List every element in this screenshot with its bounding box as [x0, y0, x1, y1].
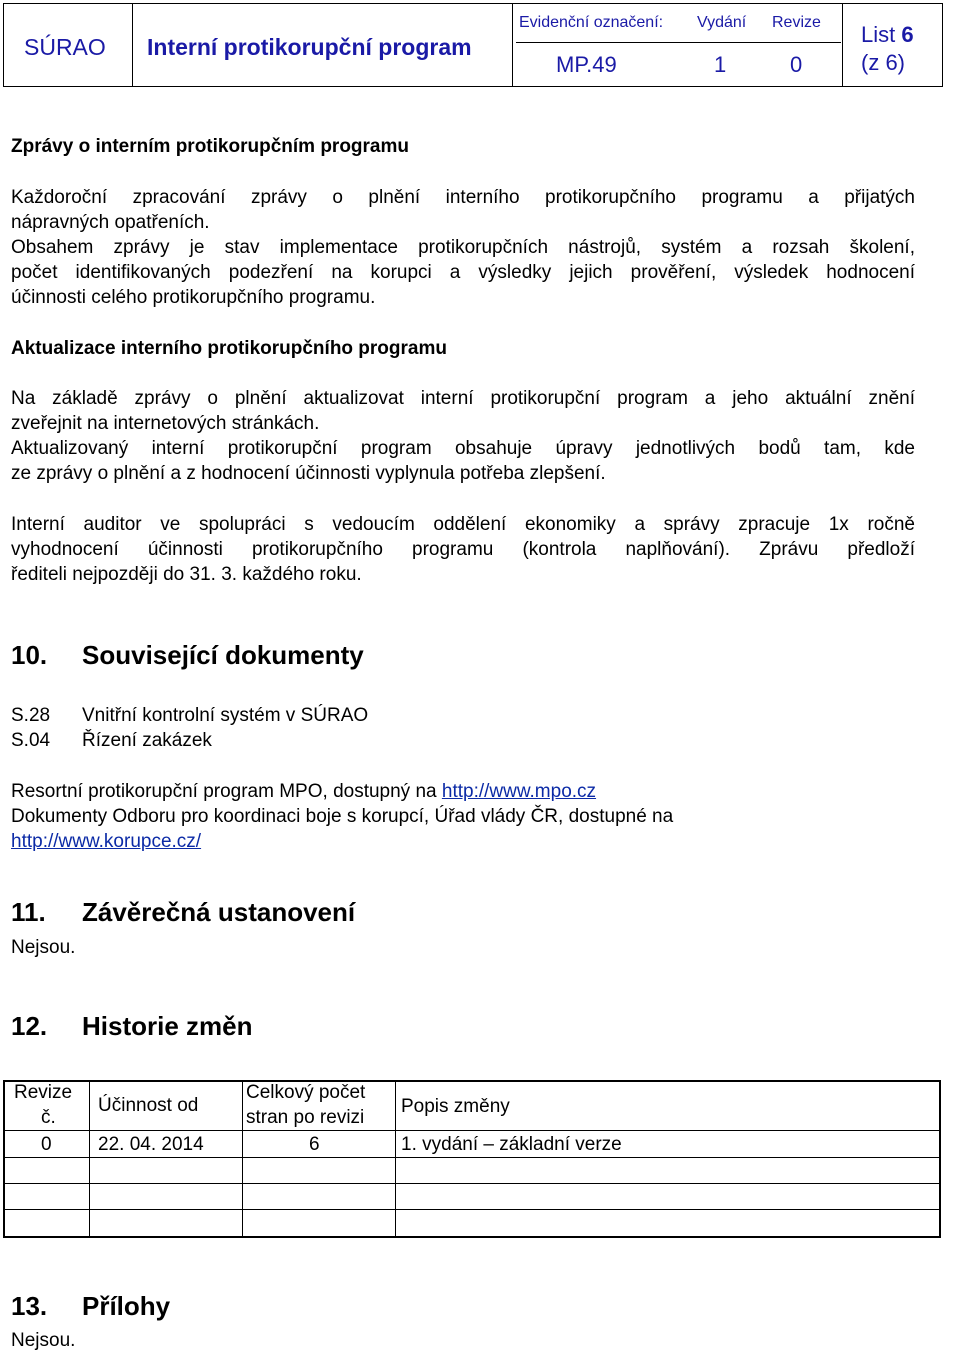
header-revize-label: Revize: [772, 14, 821, 31]
header-page-number: List 6: [861, 22, 914, 47]
table-header-pocet-2: stran po revizi: [246, 1107, 365, 1128]
section-title: Historie změn: [82, 1011, 253, 1041]
section-heading-final: [11, 897, 355, 927]
update-paragraph-line: ze zprávy o plnění a z hodnocení účinnosti vyplynula potřeba zlepšení.: [11, 463, 606, 484]
doc-name: Řízení zakázek: [82, 730, 212, 751]
related-mpo-line: Resortní protikorupční program MPO, dostupný na http://www.mpo.cz: [11, 781, 597, 802]
table-cell-revize: 0: [41, 1134, 52, 1155]
reports-paragraph-line: Obsahem zprávy je stav implementace protikorupčních nástrojů, systém a rozsah školení,: [11, 237, 915, 258]
table-cell-ucinnost: 22. 04. 2014: [98, 1134, 204, 1155]
header-evid-label: Evidenční označení:: [519, 14, 664, 31]
update-heading: Aktualizace interního protikorupčního programu: [11, 338, 447, 359]
section-heading-related: [11, 640, 364, 670]
attachments-text: Nejsou.: [11, 1330, 76, 1351]
table-col-divider: [395, 1082, 396, 1236]
reports-paragraph-line: nápravných opatřeních.: [11, 212, 210, 233]
update-paragraph-line: zveřejnit na internetových stránkách.: [11, 413, 320, 434]
update-paragraph-line: Na základě zprávy o plnění aktualizovat interní protikorupční program a jeho aktuální znění: [11, 388, 915, 409]
doc-code: S.04: [11, 730, 51, 751]
section-number: 11.: [11, 897, 46, 927]
doc-code: S.28: [11, 705, 51, 726]
history-table: [3, 1080, 941, 1238]
section-number: 13.: [11, 1291, 48, 1321]
final-text: Nejsou.: [11, 937, 76, 958]
header-title: Interní protikorupční program: [147, 34, 472, 60]
reports-heading: Zprávy o interním protikorupčním programu: [11, 136, 409, 157]
table-row-divider: [5, 1183, 939, 1184]
section-title: Přílohy: [82, 1291, 171, 1321]
table-row-divider: [5, 1157, 939, 1158]
table-header-popis: Popis změny: [401, 1096, 510, 1117]
header-divider: [842, 4, 843, 86]
table-header-pocet: Celkový počet: [246, 1082, 366, 1103]
section-heading-attachments: [11, 1291, 170, 1321]
table-cell-pocet: 6: [309, 1134, 320, 1155]
header-vydani-label: Vydání: [697, 14, 747, 31]
table-row-divider: [5, 1130, 939, 1131]
reports-paragraph-line: účinnosti celého protikorupčního programu.: [11, 287, 376, 308]
section-title: Související dokumenty: [82, 640, 364, 670]
related-doc-item: [11, 703, 368, 728]
header-page-total: (z 6): [861, 50, 905, 75]
header-divider: [516, 42, 841, 43]
table-header-revize: Revize: [14, 1082, 73, 1103]
section-number: 12.: [11, 1011, 48, 1041]
related-korupce-line: Dokumenty Odboru pro koordinaci boje s korupcí, Úřad vlády ČR, dostupné na: [11, 806, 674, 827]
update-paragraph-line: vyhodnocení účinnosti protikorupčního programu (kontrola naplňování). Zprávu předloží: [11, 539, 915, 560]
table-header-revize-no: č.: [41, 1107, 56, 1128]
section-heading-history: [11, 1011, 253, 1041]
update-paragraph-line: Interní auditor ve spolupráci s vedoucím oddělení ekonomiky a správy zpracuje 1x ročně: [11, 514, 915, 535]
mpo-link[interactable]: http://www.mpo.cz: [441, 781, 597, 802]
doc-name: Vnitřní kontrolní systém v SÚRAO: [82, 705, 369, 726]
header-divider: [512, 4, 513, 86]
related-doc-item: [11, 728, 212, 753]
header-divider: [132, 4, 133, 86]
document-header: [3, 3, 943, 87]
section-title: Závěrečná ustanovení: [82, 897, 356, 927]
table-col-divider: [242, 1082, 243, 1236]
table-header-ucinnost: Účinnost od: [98, 1095, 199, 1116]
update-paragraph-line: řediteli nejpozději do 31. 3. každého roku.: [11, 564, 362, 585]
reports-paragraph-line: počet identifikovaných podezření na korupci a výsledky jejich prověření, výsledek hodnocení: [11, 262, 915, 283]
table-row-divider: [5, 1209, 939, 1210]
table-cell-popis: 1. vydání – základní verze: [401, 1134, 622, 1155]
header-vydani-value: 1: [714, 52, 727, 77]
header-revize-value: 0: [790, 52, 803, 77]
korupce-link[interactable]: http://www.korupce.cz/: [11, 831, 202, 852]
table-col-divider: [89, 1082, 90, 1236]
section-number: 10.: [11, 640, 48, 670]
korupce-link-line: [11, 829, 201, 854]
update-paragraph-line: Aktualizovaný interní protikorupční program obsahuje úpravy jednotlivých bodů tam, kde: [11, 438, 915, 459]
reports-paragraph-line: Každoroční zpracování zprávy o plnění interního protikorupčního programu a přijatých: [11, 187, 915, 208]
header-evid-value: MP.49: [556, 52, 617, 77]
header-company: SÚRAO: [24, 34, 106, 60]
